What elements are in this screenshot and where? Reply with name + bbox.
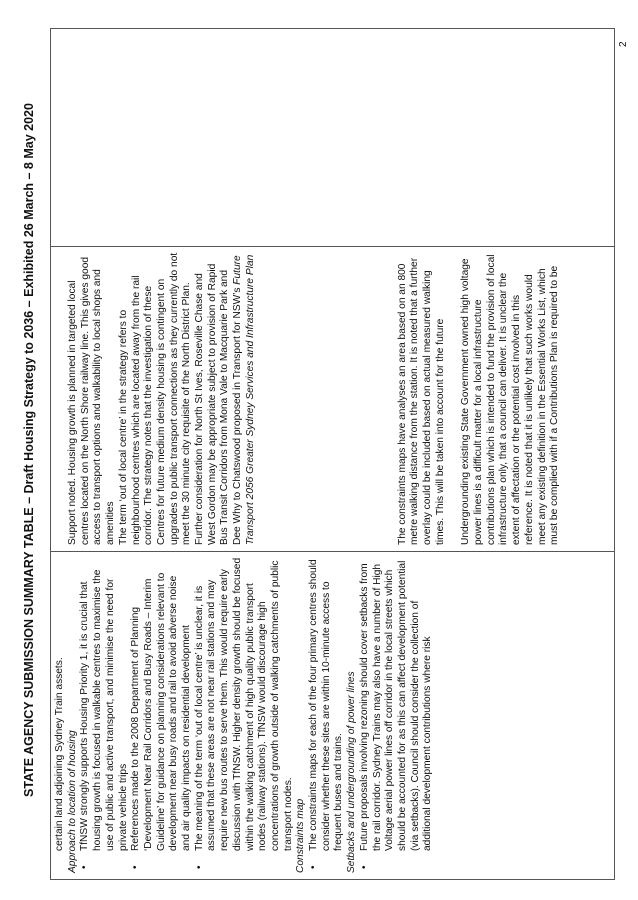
response-paragraph: Undergrounding existing State Government owned high voltage power lines is a difficult matter for a local infrastructure contributions plan which is intended to fund the provision of local infrastructure only, that a council can deliver. It is unclear the extent of affectation or the potential cost involved in this reference. It is noted that it is unlikely that such works would meet any existing definition in the Essential Works List, which must be complied with if a Contributions Plan is required to be: [460, 254, 561, 545]
response-paragraph: The constraints maps have analyses an area based on an 800 metre walking distance from the station. It is noted that a further overlay could be included based on actual measured walking times. This will be taken into account for the future: [396, 257, 446, 545]
bullet-list-location: [79, 557, 295, 873]
response-text: Further consideration for North St Ives, Roseville Chase and West Gordon may be appropriate subject to provision of Rapid Bus Transit Corridors from Mona Vale to Macquarie Park and Dee Why to Chatswood proposed in Transport for NSW’s: [194, 263, 244, 545]
list-item: • Future proposals involving rezoning should cover setbacks from the rail corridor. Sydney Trains may also have a number of High Voltage aerial power lines off corridor in the local streets which should be accounted for as this can affect development potential (via setbacks). Council should consider the collection of additional development contributions where risk: [359, 557, 435, 873]
response-column: [51, 246, 614, 551]
bullet-list-setbacks: [359, 557, 435, 873]
section-heading-constraints: Constraints map: [295, 798, 307, 873]
plan-title: Future Transport 2056 Greater Sydney Services and Infrastructure Plan: [232, 254, 256, 545]
summary-table: [50, 28, 615, 880]
list-item: • References made to the 2008 Department of Planning ‘Development Near Rail Corridors and Busy Roads – Interim Guideline’ for guidance on planning considerations relevant to development near busy roads and rail to avoid adverse noise and air quality impacts on residential development: [130, 557, 194, 873]
response-paragraph: The term ‘out of local centre’ in the strategy refers to neighbourhood centres which are located away from the rail corridor. The strategy notes that the investigation of these Centres for future medium density housing is contingent on upgrades to public transport connections as they currently do not meet the 30 minute city requisite of the North District Plan.: [117, 252, 193, 545]
section-heading-setbacks: Setbacks and undergrounding of power lines: [346, 671, 358, 873]
intro-line: certain land adjoining Sydney Train assets.: [54, 657, 65, 851]
page-title: STATE AGENCY SUBMISSION SUMMARY TABLE – Draft Housing Strategy to 2036 – Exhibited 26 March – 8 May 2020: [22, 103, 36, 797]
page-number: 2: [618, 41, 629, 47]
list-item: • TfNSW strongly supports Housing Priority 1, it is crucial that housing growth is focused in walkable centres to maximise the use of public and active transport, and minimise the need for private vehicle trips: [79, 557, 130, 873]
bullet-list-constraints: [308, 557, 346, 873]
list-item: • The meaning of the term ‘out of local centre’ is unclear, it is assumed that these areas are not near rail stations and may require new bus routes to serve them. This would require early discussion with TfNSW. Higher density growth should be focused within the walking catchment of high quality public transport nodes (railway stations). TfNSW would discourage high concentrations of growth outside of walking catchments of public transport nodes.: [194, 557, 296, 873]
action-column: [51, 29, 614, 246]
response-paragraph: Support noted. Housing growth is planned in targeted local centres located on the North Shore railway line. This gives good access to transport options and walkability to local shops and amenities: [67, 256, 117, 545]
submission-column: [51, 551, 614, 879]
section-heading-location: Approach to location of housing: [66, 730, 78, 873]
list-item: • The constraints maps for each of the four primary centres should consider whether these sites are within 10-minute access to frequent buses and trains.: [308, 557, 346, 873]
response-paragraph: [194, 252, 258, 545]
